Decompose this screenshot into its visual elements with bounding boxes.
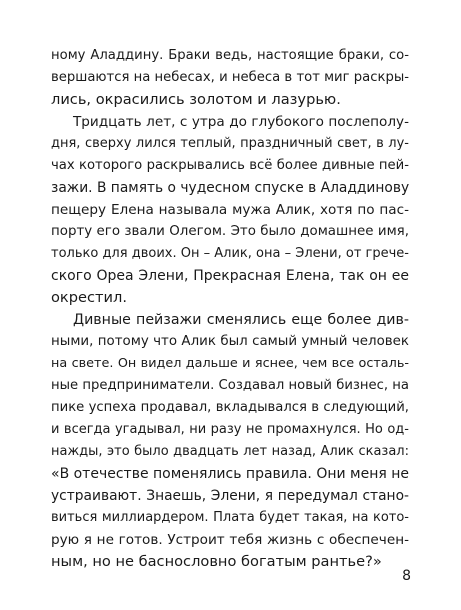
text-line: дня, сверху лился теплый, праздничный свет, в лу- (51, 136, 409, 151)
text-line: только для двоих. Он – Алик, она – Элени, от грече- (51, 246, 409, 261)
text-line: ным, но не баснословно богатым рантье?» (51, 553, 382, 570)
text-line: лись, окрасились золотом и лазурью. (51, 91, 341, 108)
text-line: чах которого раскрывались всё более дивные пей- (51, 158, 409, 173)
text-line: ными, потому что Алик был самый умный человек (51, 334, 409, 349)
paragraph-first-line: Дивные пейзажи сменялись еще более див- (73, 312, 409, 328)
page-number: 8 (402, 568, 411, 584)
body-text (51, 45, 409, 573)
text-line: рую я не готов. Устроит тебя жизнь с обеспечен- (51, 532, 409, 548)
text-line: вершаются на небесах, и небеса в тот миг раскры- (51, 70, 409, 85)
text-line: ному Аладдину. Браки ведь, настоящие браки, со- (51, 48, 409, 63)
text-line: порту его звали Олегом. Это было домашнее имя, (51, 224, 409, 239)
text-line: пике успеха продавал, вкладывался в следующий, (51, 400, 409, 415)
text-line: «В отечестве поменялись правила. Они меня не (51, 466, 410, 482)
text-line: окрестил. (51, 289, 127, 306)
text-line: виться миллиардером. Плата будет такая, на кото- (51, 510, 409, 525)
text-line: нажды, это было двадцать лет назад, Алик сказал: (51, 444, 409, 459)
text-line: и всегда угадывал, ни разу не промахнулся. Но од- (51, 422, 409, 437)
text-line: ского Ореа Элени, Прекрасная Елена, так он ее (51, 268, 409, 284)
text-line: пещеру Елена называла мужа Алик, хотя по пас- (51, 202, 409, 218)
text-line: на свете. Он видел дальше и яснее, чем все осталь- (51, 356, 409, 371)
text-line: устраивают. Знаешь, Элени, я передумал стано- (51, 488, 409, 504)
paragraph-first-line: Тридцать лет, с утра до глубокого послеполу- (73, 114, 409, 130)
text-line: ные предприниматели. Создавал новый бизнес, на (51, 378, 409, 393)
text-line: зажи. В память о чудесном спуске в Аладдинову (51, 180, 410, 196)
